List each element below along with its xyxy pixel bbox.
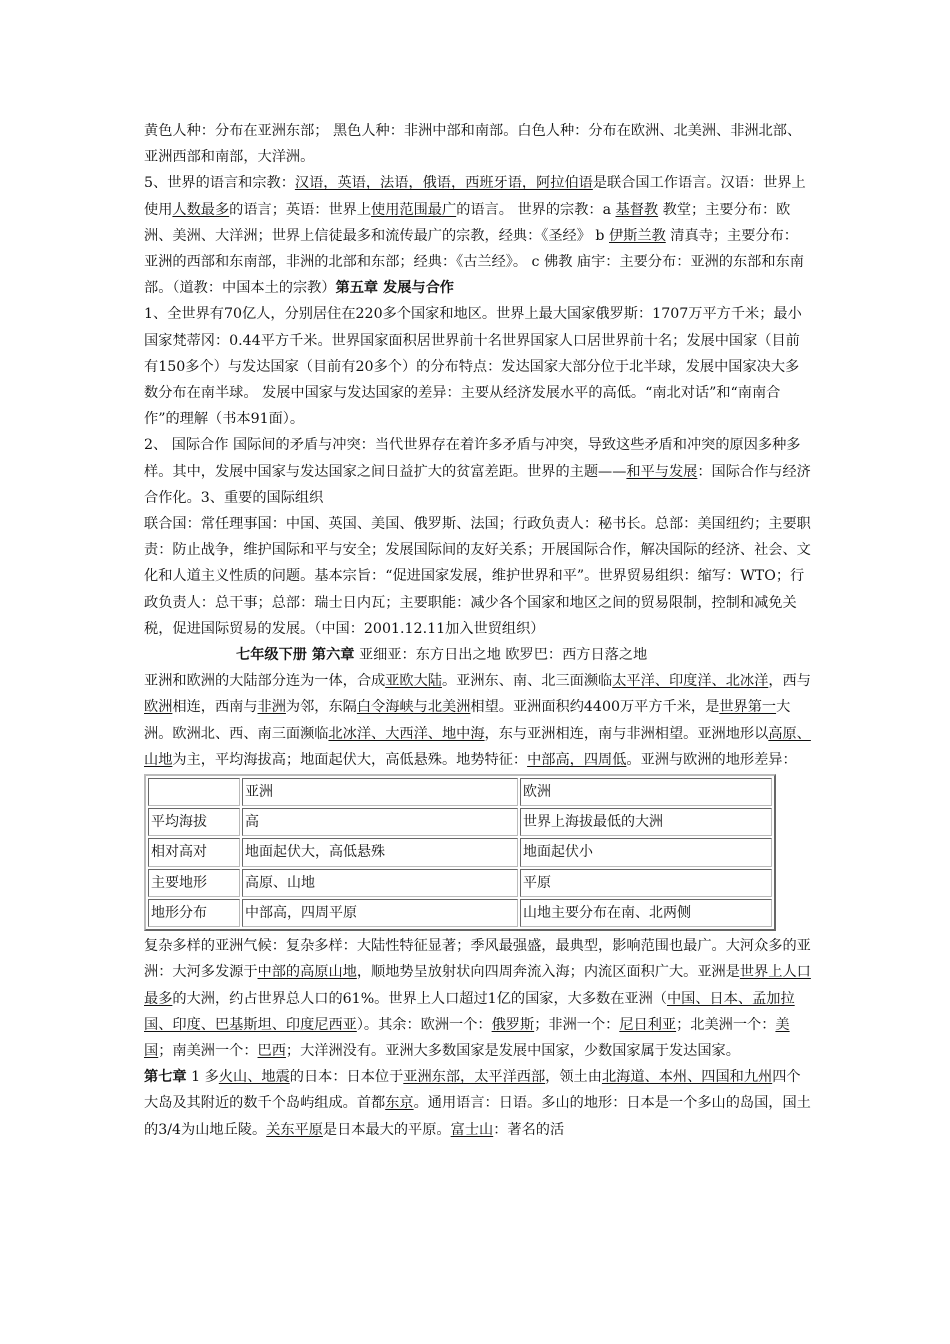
text-segment: ，西与 <box>768 673 811 690</box>
text-segment: 1、全世界有70亿人，分别居住在220多个国家和地区。世界上最大国家俄罗斯：1707万平方千米；最小国家梵蒂冈：0.44平方千米。世界国家面积居世界前十名世界国家人口居世界前十名；发展中国家（目前有150多个）与发达国家（目前有20多个）的分布特点：发达国家大部分位于北半球，发展中国家决大多数分布在南半球。 发展中国家与发达国家的差异：主要从经济发展水平的高低。“南北对话”和“南南合作”的理解（书本91面）。 <box>144 306 802 428</box>
text-segment: ；非洲一个： <box>534 1016 620 1033</box>
table-cell: 山地主要分布在南、北两侧 <box>520 899 772 927</box>
text-segment: ，顺地势呈放射状向四周奔流入海；内流区面积广大。亚洲是 <box>356 964 740 981</box>
underlined-term: 火山、地震 <box>218 1069 290 1086</box>
text-segment: 的语言；英语：世界上 <box>229 201 372 218</box>
text-segment: 清真寺；主要分布：亚洲的西部和东南部，非洲的北部和东部；经典：《古兰经》。 c 佛教 庙宇：主要分布：亚洲的东部和东南部。（道教：中国本土的宗教） <box>144 227 804 297</box>
text-segment: 的语言。 世界的宗教：a <box>456 201 616 218</box>
table-row <box>148 838 772 866</box>
underlined-term: 亚欧大陆 <box>385 673 442 690</box>
intro-paragraphs <box>144 118 812 642</box>
text-segment: 。亚洲东、南、北三面濒临 <box>441 673 613 690</box>
underlined-term: 中部高，四周低 <box>527 751 627 768</box>
text-segment: ：国际合作与经济合作化。3、重要的国际组织 <box>144 463 811 506</box>
text-segment: 相望。亚洲面积约4400万平方千米，是 <box>470 699 720 716</box>
table-cell: 亚洲 <box>242 778 518 806</box>
table-cell: 高 <box>242 808 518 836</box>
underlined-term: 人数最多 <box>172 201 230 218</box>
table-cell: 相对高对 <box>148 838 240 866</box>
text-segment: ，东与亚洲相连，南与非洲相望。亚洲地形以 <box>484 725 769 742</box>
table-cell: 地形分布 <box>148 899 240 927</box>
table-cell <box>148 778 240 806</box>
text-segment: 相连，西南与 <box>172 699 258 716</box>
text-segment: ；北美洲一个： <box>676 1016 776 1033</box>
text-segment: 。通用语言：日语。多山的地形：日本是一个多山的岛国，国土的3/4为山地丘陵。 <box>144 1095 811 1138</box>
text-segment: 为主，平均海拔高；地面起伏大，高低悬殊。地势特征： <box>172 751 528 768</box>
underlined-term: 非洲 <box>257 699 286 716</box>
text-segment: 教堂；主要分布：欧洲、美洲、大洋洲；世界上信徒最多和流传最广的宗教，经典：《圣经》 b <box>144 201 791 244</box>
table-row <box>148 869 772 897</box>
table-cell: 平均海拔 <box>148 808 240 836</box>
text-segment: 是日本最大的平原。 <box>322 1121 451 1138</box>
underlined-term: 白令海峡与北美洲 <box>356 699 471 716</box>
underlined-term: 关东平原 <box>266 1121 323 1138</box>
table-cell: 欧洲 <box>520 778 772 806</box>
underlined-term: 中国、日本、孟加拉国、印度、巴基斯坦、印度尼西亚 <box>144 990 795 1033</box>
underlined-term: 巴西 <box>257 1042 286 1059</box>
table-cell: 地面起伏小 <box>520 838 772 866</box>
text-segment: 的日本：日本位于 <box>289 1069 404 1086</box>
table-cell: 平原 <box>520 869 772 897</box>
text-segment: 1 多 <box>186 1069 219 1086</box>
asia-climate-paragraph <box>144 933 812 1064</box>
underlined-term: 使用范围最广 <box>371 201 457 218</box>
text-segment: 。亚洲与欧洲的地形差异： <box>626 751 797 768</box>
underlined-term: 太平洋、印度洋、北冰洋 <box>612 673 769 690</box>
text-segment: 黄色人种：分布在亚洲东部； 黑色人种：非洲中部和南部。白色人种：分布在欧洲、北美洲、非洲北部、亚洲西部和南部，大洋洲。 <box>144 123 802 166</box>
text-segment: 5、世界的语言和宗教： <box>144 175 295 192</box>
text-segment: 联合国：常任理事国：中国、英国、美国、俄罗斯、法国；行政负责人：秘书长。总部：美国纽约；主要职责：防止战争，维护国际和平与安全；发展国际间的友好关系；开展国际合作，解决国际的经济、社会、文化和人道主义性质的问题。基本宗旨：“促进国家发展，维护世界和平”。世界贸易组织：缩写：WTO；行政负责人：总干事；总部：瑞士日内瓦；主要职能：减少各个国家和地区之间的贸易限制，控制和减免关税，促进国际贸易的发展。（中国：2001.12.11加入世贸组织） <box>144 516 811 637</box>
underlined-term: 富士山 <box>450 1121 494 1138</box>
paragraph <box>144 432 812 511</box>
underlined-term: 高原、山地 <box>144 725 811 768</box>
text-segment: 是联合国工作语言。汉语：世界上使用 <box>144 175 806 218</box>
asia-paragraph <box>144 668 812 773</box>
underlined-term: 尼日利亚 <box>619 1016 677 1033</box>
text-segment: ，领土由 <box>545 1069 602 1086</box>
underlined-term: 东京 <box>385 1095 414 1112</box>
text-segment: ）。其余：欧洲一个： <box>356 1016 492 1033</box>
text-segment: 亚洲和欧洲的大陆部分连为一体，合成 <box>144 673 386 690</box>
text-segment: ；大洋洲没有。亚洲大多数国家是发展中国家，少数国家属于发达国家。 <box>285 1042 740 1059</box>
paragraph <box>144 170 812 301</box>
paragraph <box>144 118 812 170</box>
table-cell: 世界上海拔最低的大洲 <box>520 808 772 836</box>
bold-text: 第五章 发展与合作 <box>335 280 454 297</box>
document-page <box>144 118 812 1143</box>
underlined-term: 世界上人口最多 <box>144 964 811 1007</box>
text-segment: 大洲。欧洲北、西、南三面濒临 <box>144 699 791 742</box>
table-header-row <box>148 778 772 806</box>
underlined-term: 俄罗斯 <box>491 1016 535 1033</box>
text-segment: 复杂多样的亚洲气候：复杂多样：大陆性特征显著；季风最强盛，最典型，影响范围也最广。大河众多的亚洲：大河多发源于 <box>144 938 811 981</box>
table-cell: 主要地形 <box>148 869 240 897</box>
underlined-term: 汉语，英语，法语，俄语，西班牙语，阿拉伯语 <box>294 175 593 192</box>
heading-bold: 七年级下册 第六章 <box>236 647 355 664</box>
paragraph <box>144 301 812 432</box>
table-row <box>148 808 772 836</box>
table-cell: 中部高，四周平原 <box>242 899 518 927</box>
text-segment: ；南美洲一个： <box>158 1042 258 1059</box>
underlined-term: 欧洲 <box>144 699 173 716</box>
underlined-term: 北海道、本州、四国和九州 <box>601 1069 773 1086</box>
underlined-term: 中部的高原山地 <box>257 964 357 981</box>
heading-rest: 亚细亚：东方日出之地 欧罗巴：西方日落之地 <box>354 647 648 664</box>
terrain-comparison-table <box>144 774 776 931</box>
underlined-term: 北冰洋、大西洋、地中海 <box>328 725 485 742</box>
underlined-term: 亚洲东部，太平洋西部 <box>403 1069 546 1086</box>
chapter-six-heading <box>236 642 812 668</box>
underlined-term: 伊斯兰教 <box>609 227 666 244</box>
underlined-term: 美国 <box>144 1016 790 1059</box>
table-row <box>148 899 772 927</box>
underlined-term: 基督教 <box>615 201 659 218</box>
table-cell: 高原、山地 <box>242 869 518 897</box>
text-segment: 为邻，东隔 <box>285 699 357 716</box>
table-cell: 地面起伏大，高低悬殊 <box>242 838 518 866</box>
underlined-term: 世界第一 <box>719 699 777 716</box>
chapter-seven-paragraph <box>144 1064 812 1143</box>
underlined-term: 和平与发展 <box>626 463 698 480</box>
text-segment: 2、 国际合作 国际间的矛盾与冲突：当代世界存在着许多矛盾与冲突，导致这些矛盾和冲突的原因多种多样。其中，发展中国家与发达国家之间日益扩大的贫富差距。世界的主题—— <box>144 437 801 480</box>
text-segment: ：著名的活 <box>493 1121 565 1138</box>
paragraph <box>144 511 812 642</box>
bold-text: 第七章 <box>144 1069 187 1086</box>
text-segment: 四个大岛及其附近的数千个岛屿组成。首都 <box>144 1069 801 1112</box>
text-segment: 的大洲，约占世界总人口的61%。世界上人口超过1亿的国家，大多数在亚洲（ <box>172 990 667 1007</box>
